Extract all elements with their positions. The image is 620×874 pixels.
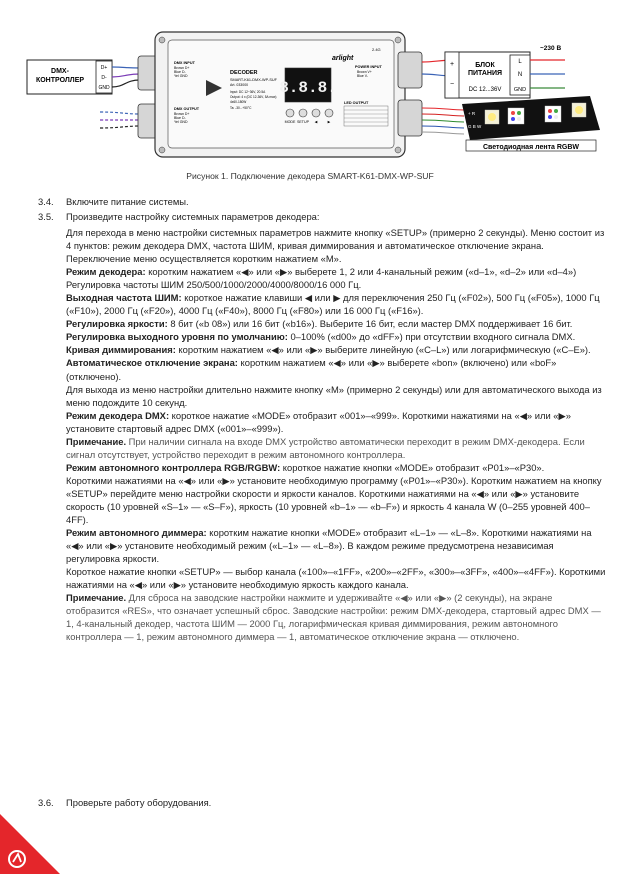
- svg-text:−: −: [449, 81, 455, 88]
- svg-text:Output: 4 x (DC 12-36V, 5A max: Output: 4 x (DC 12-36V, 5A max): [230, 95, 277, 99]
- para-standalone-controller: Режим автономного контроллера RGB/RGBW: короткое нажатие кнопки «MODE» отобразит «P01»–«P30».: [66, 461, 545, 473]
- led-strip: [462, 96, 600, 140]
- section-text: Произведите настройку системных параметров декодера:: [66, 211, 320, 222]
- section-3-5: [38, 211, 320, 222]
- para-decoder-mode: Режим декодера: коротким нажатием «◀» или «▶» выберете 1, 2 или 4-канальный режим («d–1», «d–2» или «d–4»): [66, 266, 577, 278]
- svg-text:2.4G: 2.4G: [372, 47, 381, 52]
- psu-pin-gnd: GND: [513, 87, 527, 93]
- para-pwm-range: Регулировка частоты ШИМ 250/500/1000/2000/4000/8000/16 000 Гц.: [66, 279, 362, 291]
- dmx-controller-label: DMX-КОНТРОЛЛЕР: [35, 68, 85, 84]
- dmx-input-label: DMX INPUT: [174, 61, 195, 65]
- para-note-1: Примечание. При наличии сигнала на входе DMX устройство автоматически переходит в режим DMX-декодера. Если сигнал отсутствует, устройство переходит в режим автономного контроллера.: [66, 435, 585, 460]
- svg-text:Blue D-: Blue D-: [174, 70, 186, 74]
- para-screen-off: Автоматическое отключение экрана: коротким нажатием «◀» или «▶» выберете «bon» (включено) или «boF» (отключено).: [66, 357, 557, 382]
- strip-pins: + R: [468, 111, 476, 116]
- para-default-level: Регулировка выходного уровня по умолчанию: 0–100% («d00» до «dFF») при отсутствии входного сигнала DMX.: [66, 331, 576, 343]
- para-exit-menu: Для выхода из меню настройки длительно нажмите кнопку «M» (примерно 2 секунды) или для автоматического выхода из меню подождите 10 секунд.: [66, 383, 602, 408]
- para-programs: Короткими нажатиями на «◀» или «▶» установите необходимую программу («P01»–«P30»). Коротким нажатием на кнопку «SETUP» перейдите меню настройки скорости и яркости каналов. Короткими нажатиями на «◀» или «▶» установите скорость (10 уровней «S–1» — «S–F»), яркость (10 уровней «b–1» — «b–F») и яркость 4 канала W (0–255 уровней 400–4FF).: [66, 474, 602, 526]
- svg-text:Input: DC 12~36V, 20.5A: Input: DC 12~36V, 20.5A: [230, 90, 266, 94]
- section-number: 3.4.: [38, 196, 54, 207]
- strip-label: Светодиодная лента RGBW: [482, 144, 580, 151]
- svg-text:Blue V-: Blue V-: [357, 74, 368, 78]
- para-note-reset: Примечание. Для сброса на заводские настройки нажмите и удерживайте «◀» или «▶» (2 секунды), на экране отобразится «RES», что означает успешный сброс. Заводские настройки: режим DMX-декодера, стартовый адрес DMX — 1, 4-канальный декодер, частота ШИМ — 2000 Гц, логарифмическая кривая диммирования, режим автономного контроллера — 1, режим автономного диммера — 1, автоматическое отключение экрана — отключено.: [66, 592, 601, 643]
- brand-logo: arlight: [332, 55, 354, 62]
- dmx-output-label: DMX OUTPUT: [174, 107, 200, 111]
- para-intro: Для перехода в меню настройки системных параметров нажмите кнопку «SETUP» (примерно 2 секунды). Меню состоит из 4 пунктов: режим декодера DMX, частота ШИМ, кривая диммирования и автоматическое отключение экрана. Переключение меню осуществляется коротким нажатием «M».: [66, 227, 605, 265]
- svg-text:Brown D+: Brown D+: [174, 112, 190, 116]
- button-mode: MODE: [284, 120, 296, 124]
- para-channel-select: Короткое нажатие кнопки «SETUP» — выбор канала («100»–«1FF», «200»–«2FF», «300»–«3FF», «400»–«4FF»). Короткими нажатиями на «◀» или «▶» установите необходимую яркость каждого канала.: [66, 566, 606, 591]
- figure-caption: Рисунок 1. Подключение декодера SMART-K61-DMX-WP-SUF: [186, 171, 434, 181]
- brand-corner: [0, 814, 60, 874]
- section-text: Включите питание системы.: [66, 196, 189, 207]
- svg-text:Yel GND: Yel GND: [174, 120, 188, 124]
- svg-text:Brown V+: Brown V+: [357, 70, 372, 74]
- svg-text:Ta: -30...+50°C: Ta: -30...+50°C: [230, 106, 252, 110]
- button-setup: SETUP: [297, 120, 309, 124]
- psu-pin-l: L: [518, 59, 522, 65]
- display-digits: 8.8.8.: [279, 79, 337, 97]
- connection-diagram: [0, 0, 620, 170]
- led-output-label: LED OUTPUT: [344, 101, 369, 105]
- svg-text:Blue D-: Blue D-: [174, 116, 186, 120]
- para-dmx-mode: Режим декодера DMX: короткое нажатие «MODE» отобразит «001»–«999». Короткими нажатиями на «◀» или «▶» установите стартовый адрес DMX («001»–«999»).: [66, 409, 571, 434]
- svg-text:Art. 033000: Art. 033000: [230, 83, 249, 87]
- button-right: ▶: [327, 120, 331, 124]
- section-3-6: [38, 797, 211, 808]
- mains-label: ~230 В: [540, 45, 562, 52]
- para-pwm-freq: Выходная частота ШИМ: короткое нажатие клавиши ◀ или ▶ для переключения 250 Гц («F02»), 500 Гц («F05»), 1000 Гц («F10»), 2000 Гц («F20»), 4000 Гц («F40»), 8000 Гц («F80») или 16 000 Гц («F16»).: [66, 292, 600, 317]
- pin-gnd: GND: [98, 85, 110, 91]
- svg-text:+: +: [449, 61, 455, 68]
- power-input-label: POWER INPUT: [355, 65, 382, 69]
- para-dimming-curve: Кривая диммирования: коротким нажатием «◀» или «▶» выберите линейную («C–L») или логарифмическую («C–E»).: [66, 344, 591, 356]
- svg-text:Brown D+: Brown D+: [174, 66, 190, 70]
- svg-text:4x60-180W: 4x60-180W: [230, 100, 247, 104]
- button-left: ◀: [314, 120, 318, 124]
- section-text: Проверьте работу оборудования.: [66, 797, 212, 808]
- section-number: 3.6.: [38, 797, 54, 808]
- para-brightness: Регулировка яркости: 8 бит («b 08») или 16 бит («b16»). Выберите 16 бит, если мастер DMX поддерживает 16 бит.: [66, 318, 573, 330]
- psu-pin-n: N: [517, 72, 523, 78]
- settings-instructions: [66, 226, 606, 644]
- svg-text:SMART-K61-DMX-WP-SUF: SMART-K61-DMX-WP-SUF: [230, 78, 277, 82]
- psu-voltage: DC 12...36V: [468, 87, 502, 93]
- device-model: DECODER: [230, 70, 258, 76]
- para-standalone-dimmer: Режим автономного диммера: коротким нажатие кнопки «MODE» отобразит «L–1» — «L–8». Короткими нажатиями на «◀» или «▶» установите необходимый режим («L–1» — «L–8»). В каждом режиме предусмотрена независимая регулировка яркости.: [66, 527, 592, 565]
- section-number: 3.5.: [38, 211, 54, 222]
- section-3-4: [38, 196, 189, 207]
- svg-text:G B W: G B W: [468, 124, 482, 129]
- pin-dminus: D-: [101, 75, 107, 81]
- svg-text:Yel GND: Yel GND: [174, 74, 188, 78]
- pin-dplus: D+: [100, 65, 108, 71]
- psu-title: БЛОК ПИТАНИЯ: [467, 62, 503, 77]
